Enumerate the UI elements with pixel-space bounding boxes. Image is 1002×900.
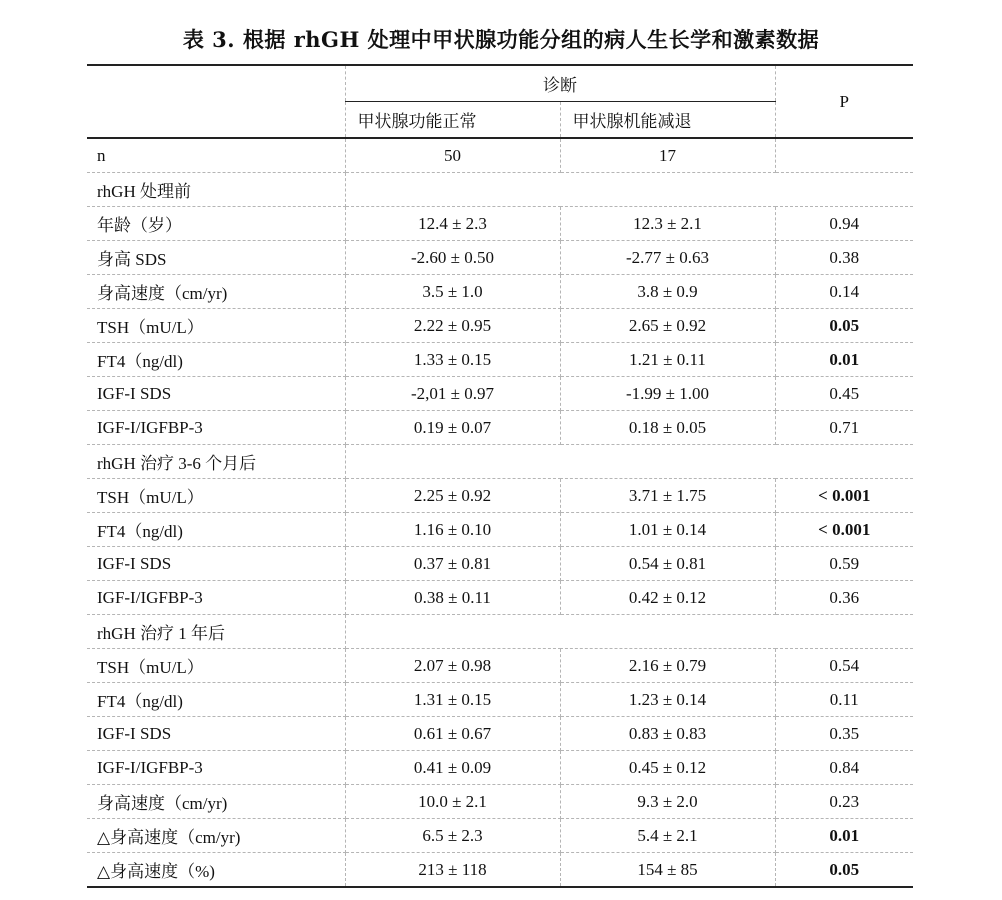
p-value: 0.05	[775, 309, 913, 343]
euthyroid-value: 0.41 ± 0.09	[345, 751, 560, 785]
table-row	[87, 241, 913, 275]
euthyroid-value: 10.0 ± 2.1	[345, 785, 560, 819]
section-row	[87, 173, 913, 207]
row-label: 身高速度（cm/yr)	[87, 275, 345, 309]
n-label: n	[87, 138, 345, 173]
row-label: FT4（ng/dl)	[87, 683, 345, 717]
row-label: △身高速度（%)	[87, 853, 345, 888]
table-row	[87, 751, 913, 785]
row-label: 年龄（岁）	[87, 207, 345, 241]
hypothyroid-value: 3.8 ± 0.9	[560, 275, 775, 309]
header-blank-cell	[87, 65, 345, 138]
p-value: 0.38	[775, 241, 913, 275]
euthyroid-value: 1.33 ± 0.15	[345, 343, 560, 377]
section-spacer	[345, 615, 913, 649]
section-title: rhGH 处理前	[87, 173, 345, 207]
p-value: 0.45	[775, 377, 913, 411]
diagnosis-header: 诊断	[345, 65, 775, 102]
data-table	[87, 64, 913, 888]
p-value: 0.05	[775, 853, 913, 888]
p-value: 0.59	[775, 547, 913, 581]
table-row	[87, 377, 913, 411]
p-value: 0.01	[775, 819, 913, 853]
row-label: IGF-I SDS	[87, 547, 345, 581]
p-value: 0.11	[775, 683, 913, 717]
section-spacer	[345, 445, 913, 479]
hypothyroid-value: 12.3 ± 2.1	[560, 207, 775, 241]
table-row	[87, 207, 913, 241]
section-title: rhGH 治疗 1 年后	[87, 615, 345, 649]
hypothyroid-value: 1.23 ± 0.14	[560, 683, 775, 717]
row-label: △身高速度（cm/yr)	[87, 819, 345, 853]
euthyroid-value: 6.5 ± 2.3	[345, 819, 560, 853]
table-row	[87, 547, 913, 581]
euthyroid-header: 甲状腺功能正常	[345, 102, 560, 139]
hypothyroid-value: 154 ± 85	[560, 853, 775, 888]
row-label: IGF-I/IGFBP-3	[87, 411, 345, 445]
hypothyroid-value: 0.42 ± 0.12	[560, 581, 775, 615]
hypothyroid-value: 0.54 ± 0.81	[560, 547, 775, 581]
table-row	[87, 343, 913, 377]
table-row	[87, 309, 913, 343]
table-row	[87, 683, 913, 717]
euthyroid-value: 3.5 ± 1.0	[345, 275, 560, 309]
p-value: < 0.001	[775, 479, 913, 513]
table-header	[87, 65, 913, 138]
euthyroid-value: 1.16 ± 0.10	[345, 513, 560, 547]
euthyroid-value: 0.61 ± 0.67	[345, 717, 560, 751]
row-label: TSH（mU/L）	[87, 479, 345, 513]
table-body	[87, 138, 913, 887]
table-row	[87, 649, 913, 683]
euthyroid-value: 1.31 ± 0.15	[345, 683, 560, 717]
hypothyroid-value: -1.99 ± 1.00	[560, 377, 775, 411]
p-value: 0.35	[775, 717, 913, 751]
hypothyroid-value: 2.16 ± 0.79	[560, 649, 775, 683]
euthyroid-value: 2.07 ± 0.98	[345, 649, 560, 683]
table-row	[87, 275, 913, 309]
table-row	[87, 581, 913, 615]
p-value: 0.36	[775, 581, 913, 615]
p-value: 0.84	[775, 751, 913, 785]
table-row	[87, 411, 913, 445]
section-row	[87, 615, 913, 649]
hypothyroid-value: 0.45 ± 0.12	[560, 751, 775, 785]
row-label: IGF-I SDS	[87, 377, 345, 411]
p-value: 0.94	[775, 207, 913, 241]
hypothyroid-value: 3.71 ± 1.75	[560, 479, 775, 513]
euthyroid-value: 2.22 ± 0.95	[345, 309, 560, 343]
table-row	[87, 819, 913, 853]
row-label: FT4（ng/dl)	[87, 343, 345, 377]
section-title: rhGH 治疗 3-6 个月后	[87, 445, 345, 479]
table-row	[87, 479, 913, 513]
row-label: 身高速度（cm/yr)	[87, 785, 345, 819]
hypothyroid-value: 1.21 ± 0.11	[560, 343, 775, 377]
table-row	[87, 853, 913, 888]
hypothyroid-value: 2.65 ± 0.92	[560, 309, 775, 343]
hypothyroid-value: 9.3 ± 2.0	[560, 785, 775, 819]
euthyroid-value: -2,01 ± 0.97	[345, 377, 560, 411]
p-value: 0.14	[775, 275, 913, 309]
euthyroid-value: 213 ± 118	[345, 853, 560, 888]
euthyroid-value: 0.37 ± 0.81	[345, 547, 560, 581]
row-label: IGF-I/IGFBP-3	[87, 581, 345, 615]
row-label: TSH（mU/L）	[87, 309, 345, 343]
n-euthyroid: 50	[345, 138, 560, 173]
row-label: TSH（mU/L）	[87, 649, 345, 683]
table-title: 表 3. 根据 rhGH 处理中甲状腺功能分组的病人生长学和激素数据	[182, 27, 820, 52]
table-row	[87, 513, 913, 547]
euthyroid-value: 12.4 ± 2.3	[345, 207, 560, 241]
row-label: FT4（ng/dl)	[87, 513, 345, 547]
row-label: IGF-I/IGFBP-3	[87, 751, 345, 785]
p-value: < 0.001	[775, 513, 913, 547]
p-value: 0.54	[775, 649, 913, 683]
p-value: 0.01	[775, 343, 913, 377]
hypothyroid-value: 5.4 ± 2.1	[560, 819, 775, 853]
hypothyroid-header: 甲状腺机能减退	[560, 102, 775, 139]
table-row	[87, 785, 913, 819]
euthyroid-value: 0.19 ± 0.07	[345, 411, 560, 445]
row-label: 身高 SDS	[87, 241, 345, 275]
p-value-header: P	[775, 65, 913, 138]
euthyroid-value: -2.60 ± 0.50	[345, 241, 560, 275]
euthyroid-value: 2.25 ± 0.92	[345, 479, 560, 513]
euthyroid-value: 0.38 ± 0.11	[345, 581, 560, 615]
hypothyroid-value: 1.01 ± 0.14	[560, 513, 775, 547]
p-value: 0.71	[775, 411, 913, 445]
n-p	[775, 138, 913, 173]
hypothyroid-value: -2.77 ± 0.63	[560, 241, 775, 275]
table-row	[87, 717, 913, 751]
hypothyroid-value: 0.83 ± 0.83	[560, 717, 775, 751]
p-value: 0.23	[775, 785, 913, 819]
n-hypothyroid: 17	[560, 138, 775, 173]
section-row	[87, 445, 913, 479]
section-spacer	[345, 173, 913, 207]
row-label: IGF-I SDS	[87, 717, 345, 751]
n-row	[87, 138, 913, 173]
hypothyroid-value: 0.18 ± 0.05	[560, 411, 775, 445]
